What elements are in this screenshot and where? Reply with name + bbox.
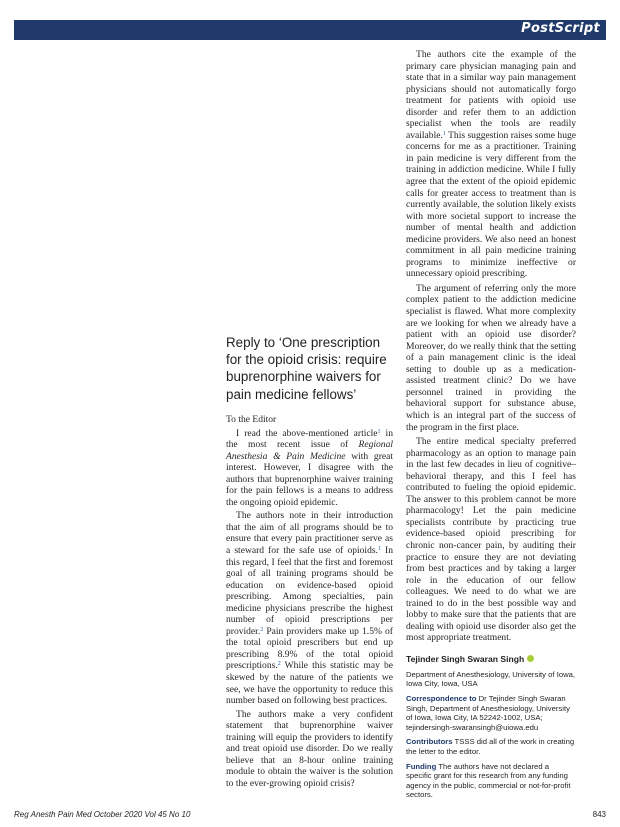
paragraph-3: The authors make a very confident statement that buprenorphine waiver training will equip the providers to identify and treat opioid use disorder. Do we really believe that an 8-hour online training module to obtain the waiver is the solution to the ever-growing opioid crisis? [226,708,393,789]
reference-link[interactable]: 2 [277,661,281,668]
reference-link[interactable]: 1 [442,130,446,137]
reference-link[interactable]: 1 [377,546,381,553]
section-header-bar [14,20,606,40]
funding: Funding The authors have not declared a specific grant for this research from any funding agency in the public, commercial or not-for-profit sectors. [406,761,571,800]
salutation: To the Editor [226,414,277,425]
journal-name: Regional Anesthesia & Pain Medicine [226,439,393,462]
paragraph-1: I read the above-mentioned article$^1$ in the most recent issue of Regional Anesthesia & Pain Medicine with great interest. However, I disagree with the authors that buprenorphine waiver training for the pain fellows is a means to address the ongoing opioid epidemic. [226,427,393,508]
journal-citation: Reg Anesth Pain Med October 2020 Vol 45 No 10 [14,810,191,819]
letter-body-right [406,49,576,800]
paragraph-6: The entire medical specialty preferred pharmacology as an option to manage pain in the last few decades in lieu of cognitive–behavioral therapy, and this I feel has contributed to fueling the opioid epidemic. The answer to this problem cannot be more pharmacology! Let the pain medicine specialists contribute by practicing true evidence-based opioid prescribing for chronic non-cancer pain, by auditing their practice to ensure they are not deviating from best practices and by taking a larger role in the education of our fellow colleagues. We need to do what we are trained to do in the best possible way and lobby to make sure that the patients that are dealing with opioid use disorder also get the most appropriate treatment. [406,436,576,644]
paragraph-5: The argument of referring only the more complex patient to the addiction medicine specialist is flawed. What more complexity are we looking for when we already have a patient with an opioid use disorder? Moreover, do we really think that the setting of a pain management clinic is the ideal setting to double up as a medication-assisted treatment clinic? Do we have personnel trained in providing the behavioral support for substance abuse, which is an integral part of the success of the program in the first place. [406,282,576,433]
reference-link[interactable]: 2 [260,626,264,633]
author-name: Tejinder Singh Swaran Singh [406,653,576,665]
correspondence: Correspondence to Dr Tejinder Singh Swaran Singh, Department of Anesthesiology, University of Iowa, Iowa City, IA 52242-1002, USA; tejindersingh-swaransingh@uiowa.edu [406,694,570,732]
reference-link[interactable]: 1 [377,428,381,435]
paragraph-2: The authors note in their introduction that the aim of all programs should be to ensure that every pain practitioner serve as a steward for the safe use of opioids.$^1$ In this regard, I feel that the first and foremost goal of all training programs should be education on evidence-based opioid prescribing. Among specialties, pain medicine physicians prescribe the highest number of opioid prescriptions per provider.$^2$ Pain providers make up 1.5% of the total opioid prescribers but end up prescribing 8.9% of the total opioid prescriptions.$^2$ While this statistic may be skewed by the nature of the patients we see, we have the opportunity to reduce this number based on following best practices. [226,510,394,707]
article-title: Reply to ‘One prescription for the opioid crisis: require buprenorphine waivers for pain medicine fellows’ [226,335,387,402]
contributors: Contributors TSSS did all of the work in creating the letter to the editor. [406,737,575,757]
letter-body-left [226,414,393,790]
orcid-icon[interactable] [527,655,534,662]
paragraph-4: The authors cite the example of the primary care physician managing pain and state that in a similar way pain management physicians should not automatically forgo treatment for patients with opioid use disorder and refer them to an addiction specialist when the tools are readily available.$^1$ This suggestion raises some huge concerns for me as a practitioner. Training in pain medicine is very different from the training in addiction medicine. While I fully agree that the extent of the opioid epidemic calls for greater access to treatment than is currently available, the solution likely exists with more societal support to increase the number of mental health and addiction medicine providers. We also need an honest commitment in all pain medicine training programs to minimize ineffective or unnecessary opioid prescribing. [406,49,576,280]
section-label: PostScript [521,21,600,36]
author-block [406,653,576,800]
page-number: 843 [592,810,606,819]
author-affiliation: Department of Anesthesiology, University of Iowa, Iowa City, Iowa, USA [406,669,576,689]
